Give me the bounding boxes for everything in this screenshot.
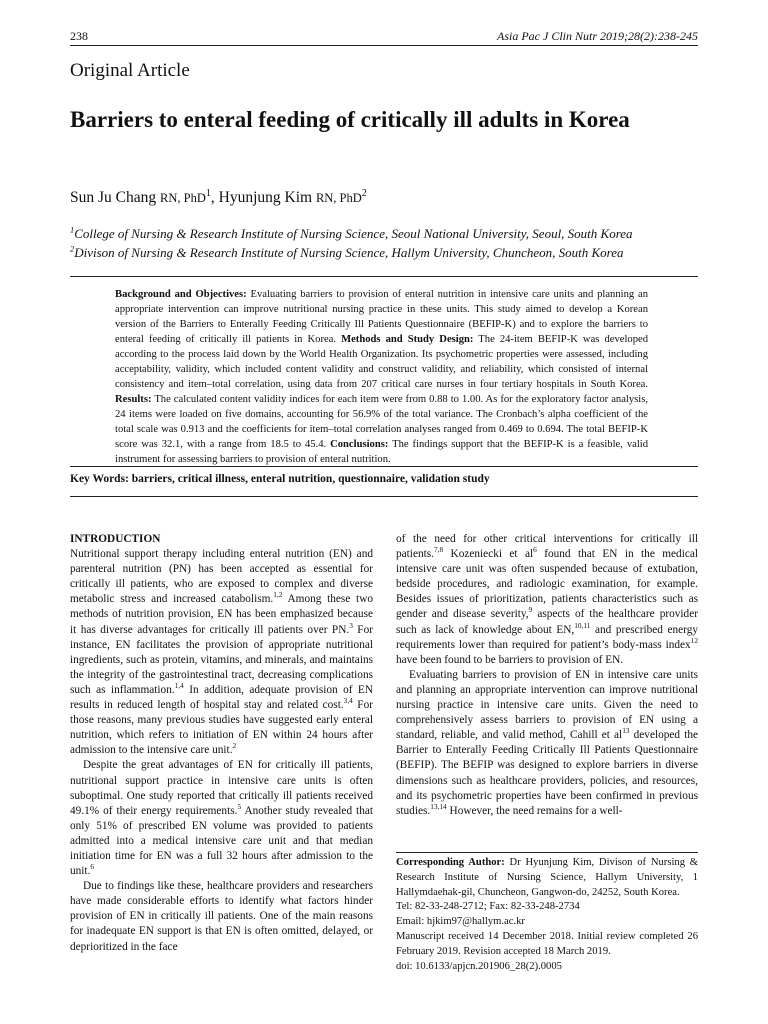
author-affil-mark: 1 <box>205 187 211 199</box>
affiliation-line <box>70 224 633 243</box>
citation-ref: 13,14 <box>430 801 447 811</box>
correspondence-text: Dr Hyunjung Kim, Divison of Nursing & Research Institute of Nursing Science, Hallym University, 1 Hallymdaehak-gil, Chuncheon, Gangwon-do, 24252, South Korea. <box>396 857 699 898</box>
paragraph-text: For those reasons, many previous studies have suggested early enteral nutrition, which refers to initiation of EN within 24 hours after admission to the intensive care unit. <box>70 699 373 757</box>
paragraph-text: Among these two methods of nutrition provision, EN has been emphasized because it has diverse advantages for critically ill patients over PN. <box>70 593 373 636</box>
affiliations <box>70 224 633 262</box>
abstract-label: Results: <box>115 394 152 405</box>
paragraph-text: In addition, adequate provision of EN results in reduced length of hospital stay and related cost. <box>70 683 373 712</box>
author-separator: , <box>210 189 219 206</box>
abstract <box>115 287 648 467</box>
citation-ref: 3 <box>349 620 353 630</box>
correspondence-phone: Tel: 82-33-248-2712; Fax: 82-33-248-2734 <box>396 901 580 913</box>
citation-ref: 10,11 <box>574 620 591 630</box>
abstract-label: Conclusions: <box>330 439 389 450</box>
citation-ref: 13 <box>622 726 630 736</box>
author-name: Sun Ju Chang <box>70 189 157 206</box>
citation-ref: 1,4 <box>174 681 184 691</box>
keywords: Key Words: barriers, critical illness, enteral nutrition, questionnaire, validation study <box>70 473 490 485</box>
affil-mark: 1 <box>70 224 75 235</box>
author-credentials: RN, PhD <box>315 191 362 205</box>
abstract-text: The 24-item BEFIP-K was developed according to the process laid down by the World Health Organization. Its psychometric properties were assessed, including acceptability, validity, which included content validity and construct validity, and reliability, which consisted of internal consistency and item–total correlation, using data from 207 critical care nurses in four tertiary hospitals in South Korea. <box>115 334 649 390</box>
page-number: 238 <box>70 29 88 43</box>
body-column-left <box>70 532 373 955</box>
citation-ref: 9 <box>528 605 533 615</box>
abstract-label: Methods and Study Design: <box>341 334 474 345</box>
doi: doi: 10.6133/apjcn.201906_28(2).0005 <box>396 960 562 972</box>
affiliation-text: Divison of Nursing & Research Institute of Nursing Science, Hallym University, Chuncheon, South Korea <box>74 245 624 260</box>
body-paragraph <box>70 758 373 879</box>
paragraph-text: have been found to be barriers to provision of EN. <box>396 653 624 666</box>
body-paragraph <box>70 547 373 758</box>
running-header <box>70 29 698 46</box>
author-affil-mark: 2 <box>361 187 367 199</box>
paragraph-text: Kozeniecki et al <box>443 548 534 561</box>
citation-ref: 7,8 <box>433 545 444 555</box>
paragraph-text: For instance, EN facilitates the provision of appropriate nutritional ingredients, such as protein, vitamins, and minerals, and maintains the integrity of the gastrointestinal tract, decreasing complications such as inflammation. <box>70 623 373 696</box>
divider-top <box>70 276 698 277</box>
paragraph-text: and prescribed energy requirements lower than required for patient’s body-mass index <box>396 623 698 651</box>
paragraph-text: aspects of the healthcare provider such as lack of knowledge about EN, <box>396 608 698 636</box>
paragraph-text: Evaluating barriers to provision of EN in intensive care units and planning an appropriate intervention can improve nutritional nursing practice in intensive care units. Given the need to comprehensively assess barriers to provision of EN using a standard, reliable, and valid method, Cahill et al <box>396 668 698 742</box>
citation-ref: 1,2 <box>273 590 283 600</box>
correspondence-box <box>396 852 698 974</box>
citation-ref: 2 <box>232 741 237 751</box>
citation-ref: 5 <box>237 801 242 811</box>
article-type: Original Article <box>70 60 190 81</box>
author-list <box>70 189 367 207</box>
paragraph-text: Nutritional support therapy including enteral nutrition (EN) and parenteral nutrition (PN) has been accepted as essential for critically ill patients, who are exposed to complex and diverse metabolic stress and increased catabolism. <box>70 548 373 606</box>
paragraph-text: Despite the great advantages of EN for critically ill patients, nutritional support practice in intensive care units is often suboptimal. One study reported that critically ill patients received 49.1% of their energy requirements. <box>70 759 373 817</box>
manuscript-dates: Manuscript received 14 December 2018. Initial review completed 26 February 2019. Revision accepted 18 March 2019. <box>396 930 698 957</box>
paragraph-text: found that EN in the medical intensive care unit was often suspended because of extubation, bedside procedures, and radiologic examination, for example. Besides issues of prioritization, patients characteristics such as gender and disease severity, <box>396 548 698 621</box>
correspondence-label: Corresponding Author: <box>396 857 505 868</box>
affiliation-line <box>70 243 633 262</box>
left-paragraphs <box>70 547 373 955</box>
body-paragraph <box>396 668 698 819</box>
body-paragraph <box>70 879 373 954</box>
citation-ref: 6 <box>533 545 537 555</box>
paragraph-text: developed the Barrier to Enterally Feeding Critically Ill Patients Questionnaire (BEFIP). The BEFIP was designed to explore barriers in diverse dimensions such as healthcare providers, policies, and resources, and its psychometric properties have been confirmed in previous studies. <box>396 729 698 817</box>
citation-ref: 3,4 <box>343 696 353 706</box>
paragraph-text: However, the need remains for a well- <box>446 804 623 817</box>
author-name: Hyunjung Kim <box>218 189 313 206</box>
affiliation-text: College of Nursing & Research Institute of Nursing Science, Seoul National University, Seoul, South Korea <box>74 226 633 241</box>
divider-keywords <box>70 496 698 497</box>
article-title: Barriers to enteral feeding of critically ill adults in Korea <box>70 107 630 132</box>
section-heading: INTRODUCTION <box>70 533 161 545</box>
abstract-text: The findings support that the BEFIP-K is a feasible, valid instrument for assessing barriers to provision of enteral nutrition. <box>115 439 648 465</box>
abstract-label: Background and Objectives: <box>115 289 247 300</box>
paragraph-text: Due to findings like these, healthcare providers and researchers have made considerable efforts to identify what factors hinder provision of EN in critically ill patients. One of the main reasons for inadequate EN support is that EN is often omitted, delayed, or deprioritized in the face <box>70 880 373 953</box>
paragraph-text: of the need for other critical interventions for critically ill patients. <box>396 533 698 561</box>
divider-abstract <box>70 466 698 467</box>
paragraph-text: Another study revealed that only 51% of prescribed EN volume was provided to patients admitted into a medical intensive care unit and that median initiation time for EN was a full 32 hours after admission to the unit. <box>70 804 373 878</box>
correspondence-email: Email: hjkim97@hallym.ac.kr <box>396 916 525 928</box>
correspondence-address <box>396 856 698 900</box>
citation-ref: 6 <box>90 862 95 872</box>
body-paragraph <box>396 532 698 668</box>
journal-citation: Asia Pac J Clin Nutr 2019;28(2):238-245 <box>497 29 698 43</box>
author-credentials: RN, PhD <box>160 191 206 205</box>
abstract-text: The calculated content validity indices for each item were from 0.88 to 1.00. As for the exploratory factor analysis, 24 items were loaded on five domains, accounting for 56.9% of the total variance. The Cronbach’s alpha coefficient of the total scale was 0.913 and the coefficients for item–total correlation analyses ranged from 0.469 to 0.694. The total BEFIP-K score was 32.1, with a range from 18.5 to 45.4. <box>115 394 648 450</box>
body-column-right <box>396 532 698 819</box>
abstract-text: Evaluating barriers to provision of enteral nutrition in intensive care units and planning an appropriate intervention can improve nutritional nursing practice in these units. This study aimed to develop a Korean version of the Barriers to Enterally Feeding Critically Ill Patients Questionnaire (BEFIP-K) and to explore the barriers to enteral feeding of critically ill patients in Korea. <box>115 289 648 345</box>
citation-ref: 12 <box>690 635 698 645</box>
affil-mark: 2 <box>70 243 75 254</box>
right-paragraphs <box>396 532 698 819</box>
